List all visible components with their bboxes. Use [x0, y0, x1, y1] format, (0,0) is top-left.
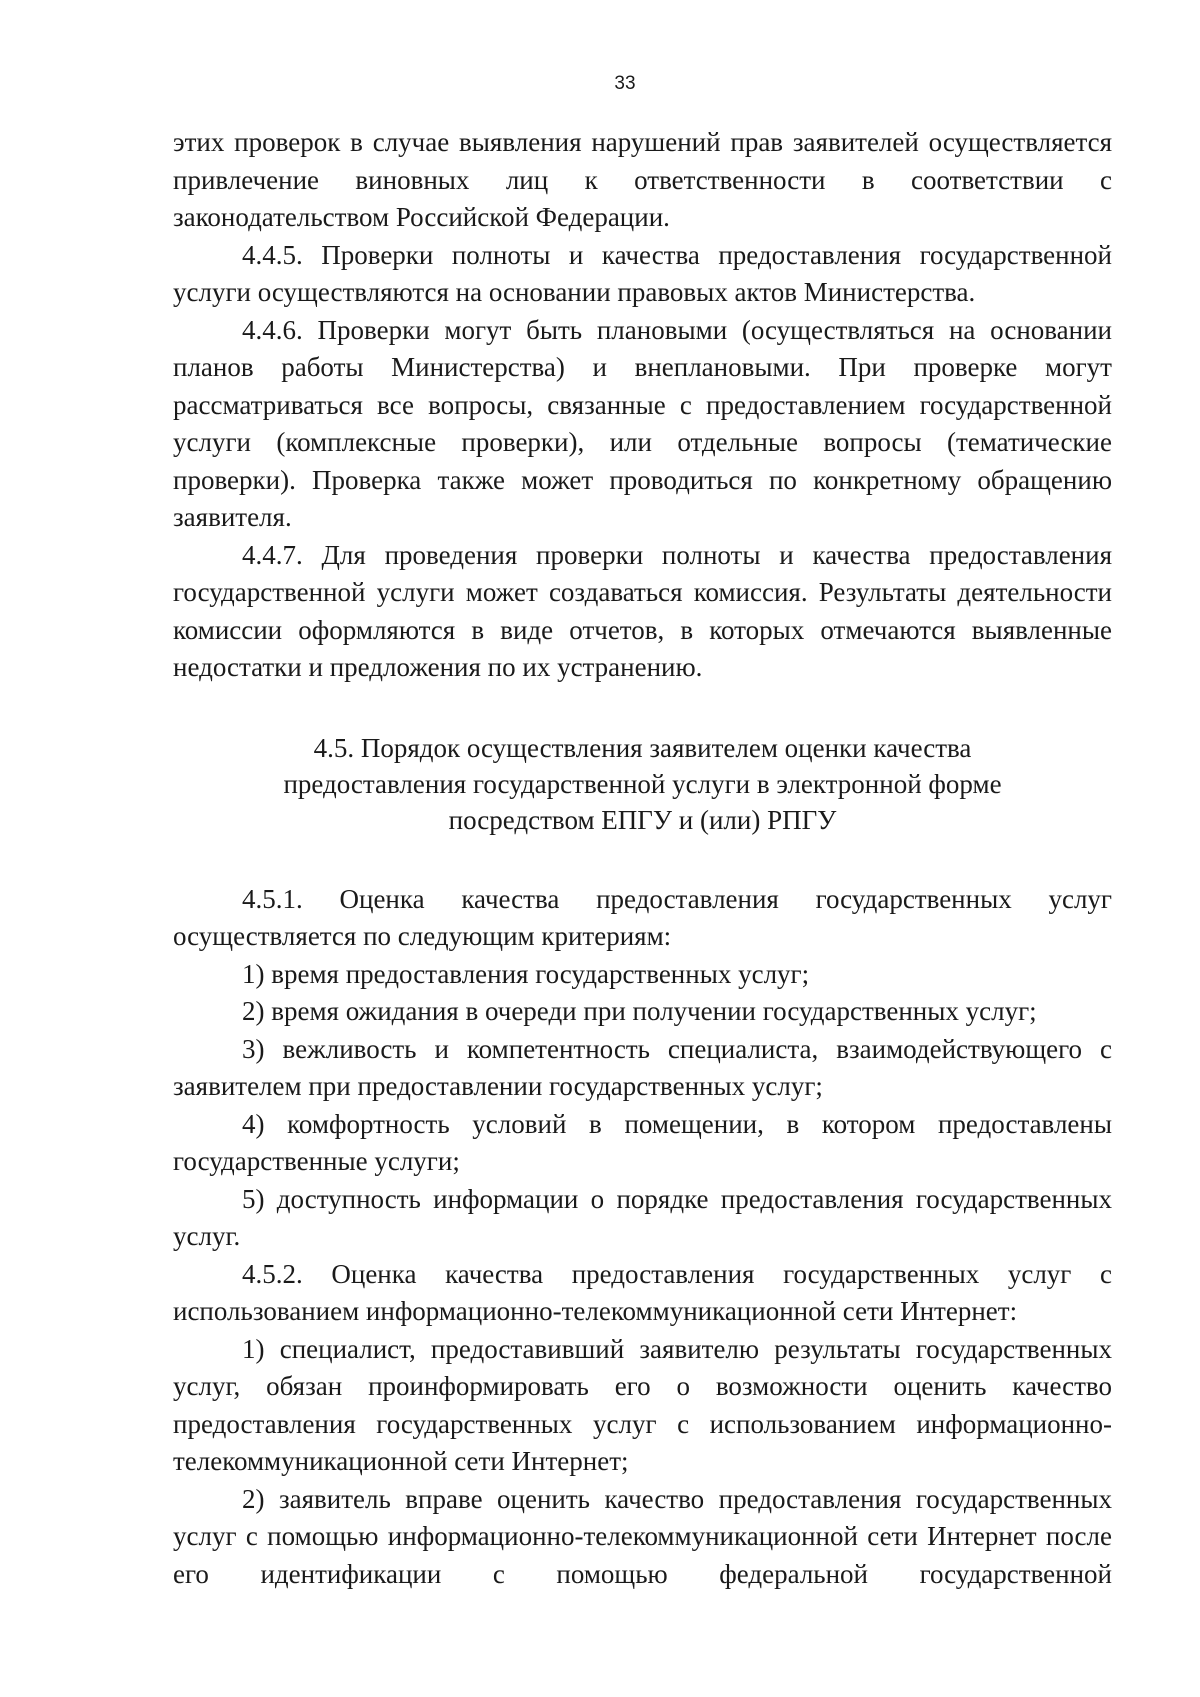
list-item-internet-2: 2) заявитель вправе оценить качество предоставления государственных услуг с помощью информационно-телекоммуникационной сети Интернет после его идентификации с помощью федеральной государственной: [173, 1483, 1112, 1589]
section-heading-4-5: [173, 730, 1112, 838]
paragraph-4-4-7: 4.4.7. Для проведения проверки полноты и качества предоставления государственной услуги может создаваться комиссия. Результаты деятельности комиссии оформляются в виде отчетов, в которых отмечаются выявленные недостатки и предложения по их устранению.: [173, 539, 1112, 682]
list-item-criterion-2: 2) время ожидания в очереди при получении государственных услуг;: [242, 996, 1037, 1026]
paragraph-continuation: этих проверок в случае выявления нарушений прав заявителей осуществляется привлечение виновных лиц к ответственности в соответствии с законодательством Российской Федерации.: [173, 127, 1112, 232]
section-heading-line: предоставления государственной услуги в электронной форме: [283, 768, 1002, 799]
list-item-criterion-3: 3) вежливость и компетентность специалиста, взаимодействующего с заявителем при предоставлении государственных услуг;: [173, 1033, 1112, 1101]
section-heading-line: 4.5. Порядок осуществления заявителем оценки качества: [313, 732, 972, 763]
paragraph-4-4-5: 4.4.5. Проверки полноты и качества предоставления государственной услуги осуществляются на основании правовых актов Министерства.: [173, 239, 1112, 307]
page-number: 33: [614, 73, 636, 94]
list-item-internet-1: 1) специалист, предоставивший заявителю результаты государственных услуг, обязан проинформировать его о возможности оценить качество предоставления государственных услуг с использованием информационно-телекоммуникационной сети Интернет;: [173, 1333, 1112, 1476]
paragraph-4-5-1: 4.5.1. Оценка качества предоставления государственных услуг осуществляется по следующим критериям:: [173, 883, 1112, 951]
list-item-criterion-1: 1) время предоставления государственных услуг;: [242, 958, 810, 989]
paragraph-4-5-2: 4.5.2. Оценка качества предоставления государственных услуг с использованием информационно-телекоммуникационной сети Интернет:: [173, 1258, 1112, 1326]
list-item-criterion-4: 4) комфортность условий в помещении, в котором предоставлены государственные услуги;: [173, 1108, 1112, 1176]
list-item-criterion-5: 5) доступность информации о порядке предоставления государственных услуг.: [173, 1183, 1112, 1251]
document-body: [173, 124, 1112, 1593]
paragraph-4-4-6: 4.4.6. Проверки могут быть плановыми (осуществляться на основании планов работы Министерства) и внеплановыми. При проверке могут рассматриваться все вопросы, связанные с предоставлением государственной услуги (комплексные проверки), или отдельные вопросы (тематические проверки). Проверка также может проводиться по конкретному обращению заявителя.: [173, 314, 1112, 532]
section-heading-line: посредством ЕПГУ и (или) РПГУ: [448, 804, 837, 835]
